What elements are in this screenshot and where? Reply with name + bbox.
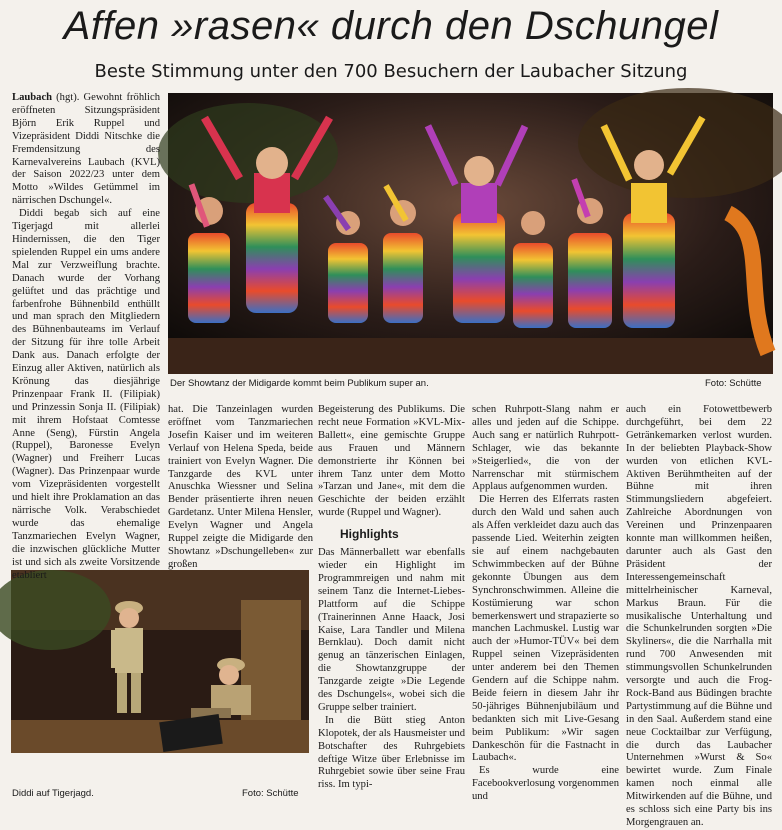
headline: Affen »rasen« durch den Dschungel bbox=[63, 4, 719, 48]
tiger-hunt-illustration bbox=[11, 570, 309, 753]
subheadline: Beste Stimmung unter den 700 Besuchern der Laubacher Sitzung bbox=[94, 61, 688, 82]
small-photo-caption: Diddi auf Tigerjagd. bbox=[12, 788, 94, 799]
dateline: Laubach bbox=[12, 92, 53, 103]
small-photo-credit: Foto: Schütte bbox=[242, 788, 299, 799]
small-photo bbox=[11, 570, 309, 753]
column-4-paragraph-3: Es wurde eine Facebookverlosung vorgenommen und bbox=[472, 765, 619, 803]
main-photo-credit: Foto: Schütte bbox=[705, 378, 762, 389]
main-photo bbox=[168, 93, 773, 374]
article-column-3 bbox=[318, 404, 465, 800]
column-3-paragraph-1: Begeisterung des Publikums. Die recht neue Formation »KVL-Mix-Ballett«, eine gemischte Gruppe aus Frauen und Männern demonstrierte ihr Können bei ihrem Tanz unter dem Motto »Tarzan und Jane«, mit dem die Geschichte der beiden erzählt wurde (Ruppel und Wagner). bbox=[318, 404, 465, 519]
column-4-paragraph-1: schen Ruhrpott-Slang nahm er alles und jeden auf die Schippe. Auch sang er natürlich Ruhrpott-Schlager, wie das bekannte »Steigerlied«, die von der Narrenschar mit stürmischem Applaus aufgenommen wurden. bbox=[472, 404, 619, 493]
column-4-paragraph-2: Die Herren des Elferrats rasten durch den Wald und sahen auch als Affen verkleidet dazu auch das passende Lied. Weiterhin zeigten sie auf einem nachgebauten Schwimmbecken auf der Bühne gekonnte Übungen aus dem Synchronschwimmen. Alleine die Kostümierung war schon bemerkenswert und strapazierte so manchen Lachmuskel. Lustig war auch der »Humor-TÜV« bei dem Ruppel seinen Vizepräsidenten unter anderem bei den Themen Gendern auf die Schippe nahm. Beide feiern in diesem Jahr ihr 50-jähriges Bühnenjubiläum und bedankten sich mit Live-Gesang beim Publikum: »Wir sagen Dankeschön für die Fastnacht in Laubach«. bbox=[472, 494, 619, 764]
column-2-paragraph-1: hat. Die Tanzeinlagen wurden eröffnet vom Tanzmariechen Josefin Kaiser und im weiteren Verlauf von Helena Speda, beide trainiert von Evelyn Wagner. Die Tanzgarde des KVL unter Anuschka Wiessner und Selina Bender präsentierte ihren neuen Gardetanz. Unter Milena Hensler, Evelyn Wagner und Angela Ruppel zeigte die Midigarde den Showtanz »Dschungelleben« zur großen bbox=[168, 404, 313, 570]
main-photo-caption: Der Showtanz der Midigarde kommt beim Publikum super an. bbox=[170, 378, 429, 389]
article-column-1 bbox=[12, 92, 160, 581]
article-column-4 bbox=[472, 404, 619, 803]
highlights-heading: Highlights bbox=[340, 527, 399, 542]
article-column-5 bbox=[626, 404, 772, 828]
column-1-paragraph-1: (hgt). Gewohnt fröhlich eröffneten Sitzungspräsident Björn Erik Ruppel und Vizepräsident Diddi Nitschke die Fremdensitzung des Karnevalvereins Laubach (KVL) der Saison 2022/23 unter dem Motto »Wildes Getümmel im närrischen Dschungel«. bbox=[12, 92, 160, 207]
column-1-paragraph-2: Diddi begab sich auf eine Tigerjagd mit allerlei Hindernissen, die den Tiger spielenden Ruppel ein ums andere Mal zur Verzweiflung brachte. Danach wurde der Vorhang gelüftet und das prächtige und farbenfrohe Bühnenbild enthüllt und man sprach den Mitgliedern des Bühnenbauteams im Verlauf der Sitzung für ihre tolle Arbeit Dank aus. Danach erfolgte der Einzug aller Aktiven, natürlich als Krönung das diesjährige Prinzenpaar Frank II. (Filipiak) und Prinzessin Sonja II. (Filipiak) mit ihrem Hofstaat Comtesse Anne (Seng), Fürstin Angela (Ruppel), Baronesse Evelyn (Wagner) und Freiherr Lucas (Wagner). Das Prinzenpaar wurde vom Vizepräsidenten vorgestellt und hielt ihre Proklamation an das närrische Volk. Verabschiedet wurde das ehemalige Tanzmariechen Evelyn Wagner, die inzwischen glückliche Mutter ist und sich als zweite Vorsitzende etabliert bbox=[12, 208, 160, 581]
highlights-paragraph-1: Das Männerballett war ebenfalls wieder ein Highlight im Programmreigen und nahm mit seinem Tanz die Internet-Liebes-Plattform auf die Schippe (Trainerinnen Anne Haack, Josi Kaise, Lara Tandler und Milena Bernklau). Doch damit nicht genug an tänzerischen Einlagen, die Showtanzgruppe der Tanzgarde zeigte »Die Legende des Dschungels«, wobei sich die Gruppe selber trainiert. bbox=[318, 547, 465, 713]
column-5-paragraph-1: auch ein Fotowettbewerb durchgeführt, bei dem 22 Getränkemarken verlost wurden. In der beliebten Playback-Show wurden von etlichen KVL-Aktiven Berühmtheiten auf der Bühne mit ihren Stimmungsliedern abgefeiert. Zahlreiche Abordnungen von Vereinen und Prinzenpaaren konnte man willkommen heißen, darunter auch als Gast den Präsident der Interessengemeinschaft mittelrheinischer Karneval, Markus Braun. Für die musikalische Unterhaltung und die Schunkelrunden sorgten »Die Skyliners«, die die Narrhalla mit rund 700 Anwesenden mit stimmungsvollen Schunkelrunden versorgte und auch die Frog-Rock-Band aus Büdingen brachte Partystimmung auf die Bühne und in den Saal. Außerdem stand eine neue Cocktailbar zur Verfügung, die durch das Laubacher Unternehmen »Wurst & So« bewirtet wurde. Zum Finale kamen noch einmal alle Mitwirkenden auf die Bühne, und es schloss sich eine Party bis ins Morgengrauen an. bbox=[626, 404, 772, 828]
highlights-paragraph-2: In die Bütt stieg Anton Klopotek, der als Hausmeister und Botschafter des Ruhrgebiets deftige Witze über Erlebnisse im Ruhrgebiet sowie über seine Frau riss. Im typi- bbox=[318, 714, 465, 791]
article-column-2 bbox=[168, 404, 313, 570]
dancers-illustration bbox=[168, 93, 773, 374]
